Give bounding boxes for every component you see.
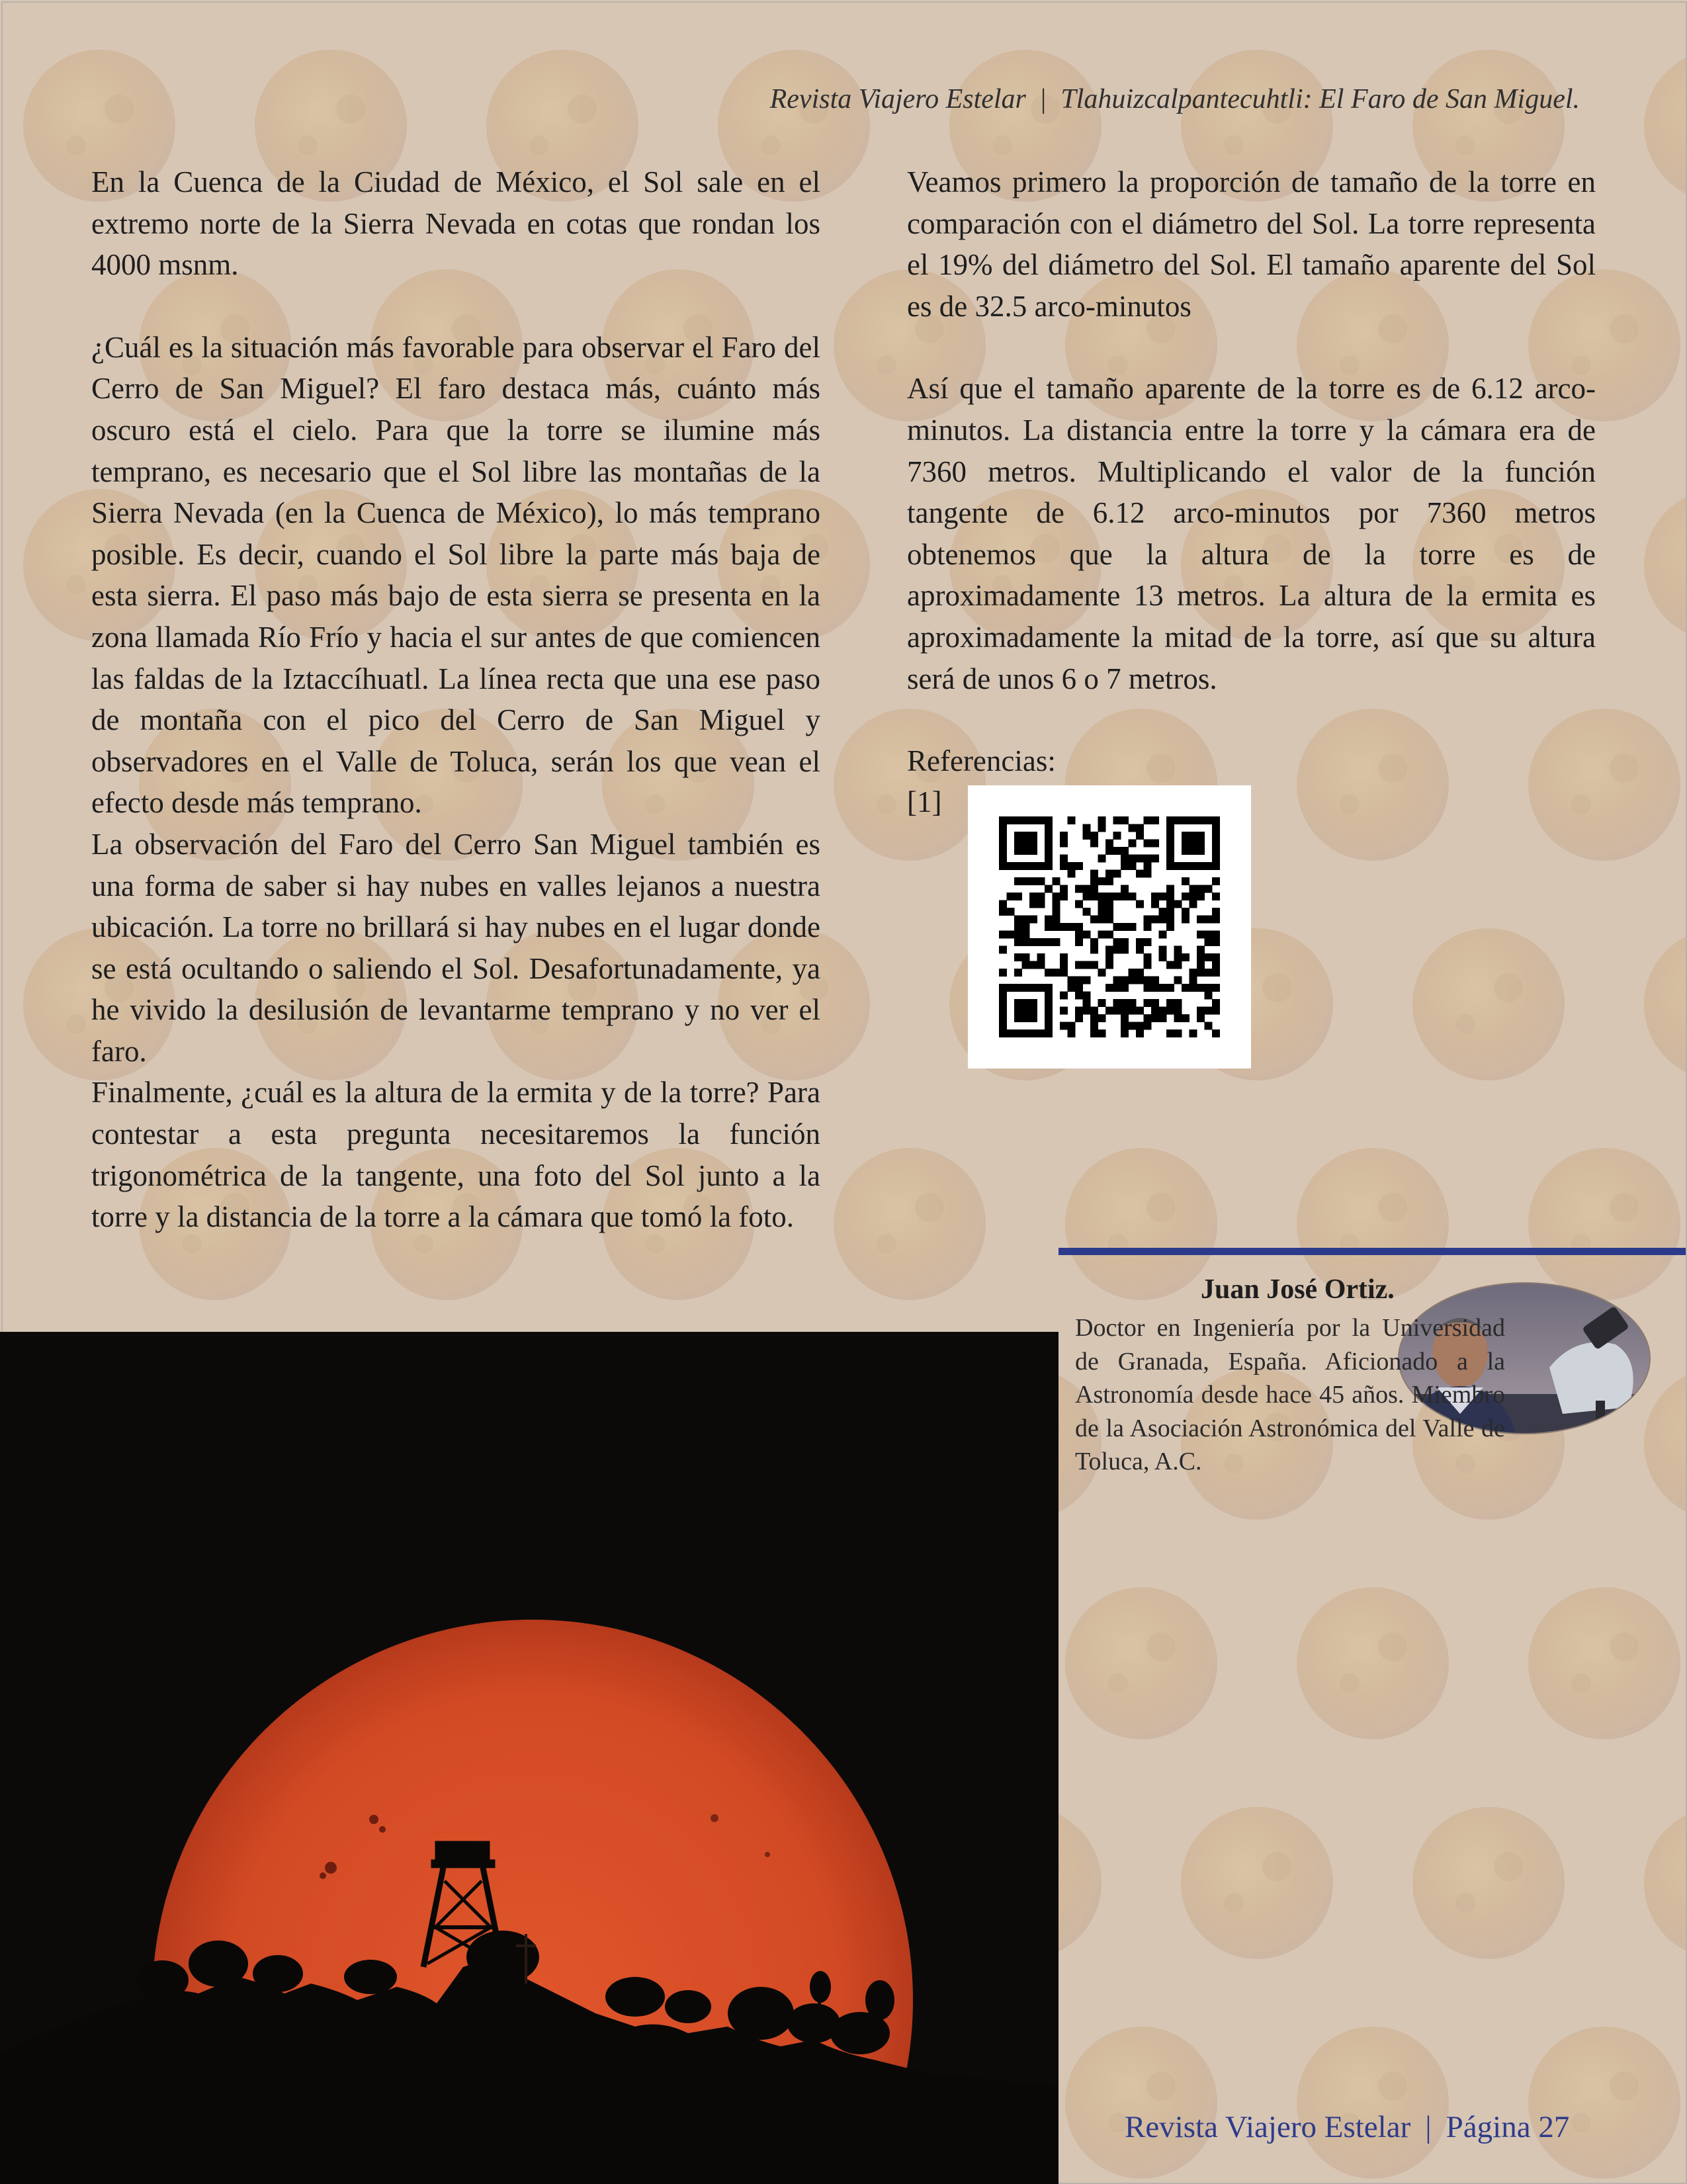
running-head-magazine: Revista Viajero Estelar	[769, 84, 1026, 114]
author-name: Juan José Ortiz.	[1201, 1274, 1395, 1305]
left-paragraph-1: En la Cuenca de la Ciudad de México, el Sol sale en el extremo norte de la Sierra Nevada en cotas que rondan los 4000 msnm.	[91, 165, 820, 282]
left-paragraph-4: Finalmente, ¿cuál es la altura de la ermita y de la torre? Para contestar a esta pregunta necesitaremos la función trigonométrica de la tangente, una foto del Sol junto a la torre y la distancia de la torre a la cámara que tomó la foto.	[91, 1076, 820, 1234]
left-column	[91, 161, 820, 1238]
sunrise-tower-silhouette-icon	[0, 1332, 1059, 2184]
author-bio: Doctor en Ingeniería por la Universidad de Granada, España. Aficionado a la Astronomía desde hace 45 años. Miembro de la Asociación Astronómica del Valle de Toluca, A.C.	[1075, 1314, 1505, 1475]
author-divider-rule	[1059, 1248, 1686, 1255]
footer-magazine: Revista Viajero Estelar	[1125, 2110, 1411, 2144]
left-paragraph-2: ¿Cuál es la situación más favorable para observar el Faro del Cerro de San Miguel? El faro destaca más, cuánto más oscuro está el cielo. Para que la torre se ilumine más temprano, es necesario que el Sol libre las montañas de la Sierra Nevada (en la Cuenca de México), lo más temprano posible. Es decir, cuando el Sol libre la parte más baja de esta sierra. El paso más bajo de esta sierra se presenta en la zona llamada Río Frío y hacia el sur antes de que comiencen las faldas de la Iztaccíhuatl. La línea recta que una ese paso de montaña con el pico del Cerro de San Miguel y observadores en el Valle de Toluca, serán los que vean el efecto desde más temprano.	[91, 330, 820, 820]
sunrise-photo	[0, 1332, 1059, 2184]
right-paragraph-2: Así que el tamaño aparente de la torre es de 6.12 arco-minutos. La distancia entre la torre y la cámara era de 7360 metros. Multiplicando el valor de la función tangente de 6.12 arco-minutos por 7360 metros obtenemos que la altura de la torre es de aproximadamente 13 metros. La altura de la ermita es aproximadamente la mitad de la torre, así que su altura será de unos 6 o 7 metros.	[907, 372, 1596, 695]
running-head-separator: |	[1040, 84, 1047, 114]
reference-number: [1]	[907, 785, 942, 818]
references-label: Referencias:	[907, 744, 1056, 777]
running-head-article: Tlahuizcalpantecuhtli: El Faro de San Miguel.	[1060, 84, 1580, 114]
page-footer	[1125, 2109, 1569, 2145]
footer-page-number: Página 27	[1446, 2110, 1570, 2144]
right-paragraph-1: Veamos primero la proporción de tamaño de la torre en comparación con el diámetro del Sol. La torre representa el 19% del diámetro del Sol. El tamaño aparente del Sol es de 32.5 arco-minutos	[907, 165, 1596, 323]
right-column	[907, 161, 1596, 699]
footer-separator: |	[1425, 2110, 1432, 2144]
running-head	[770, 83, 1580, 115]
qr-code-icon[interactable]	[968, 785, 1251, 1069]
left-paragraph-3: La observación del Faro del Cerro San Miguel también es una forma de saber si hay nubes en valles lejanos a nuestra ubicación. La torre no brillará si hay nubes en el lugar donde se está ocultando o saliendo el Sol. Desafortunadamente, ya he vivido la desilusión de levantarme temprano y no ver el faro.	[91, 827, 820, 1068]
